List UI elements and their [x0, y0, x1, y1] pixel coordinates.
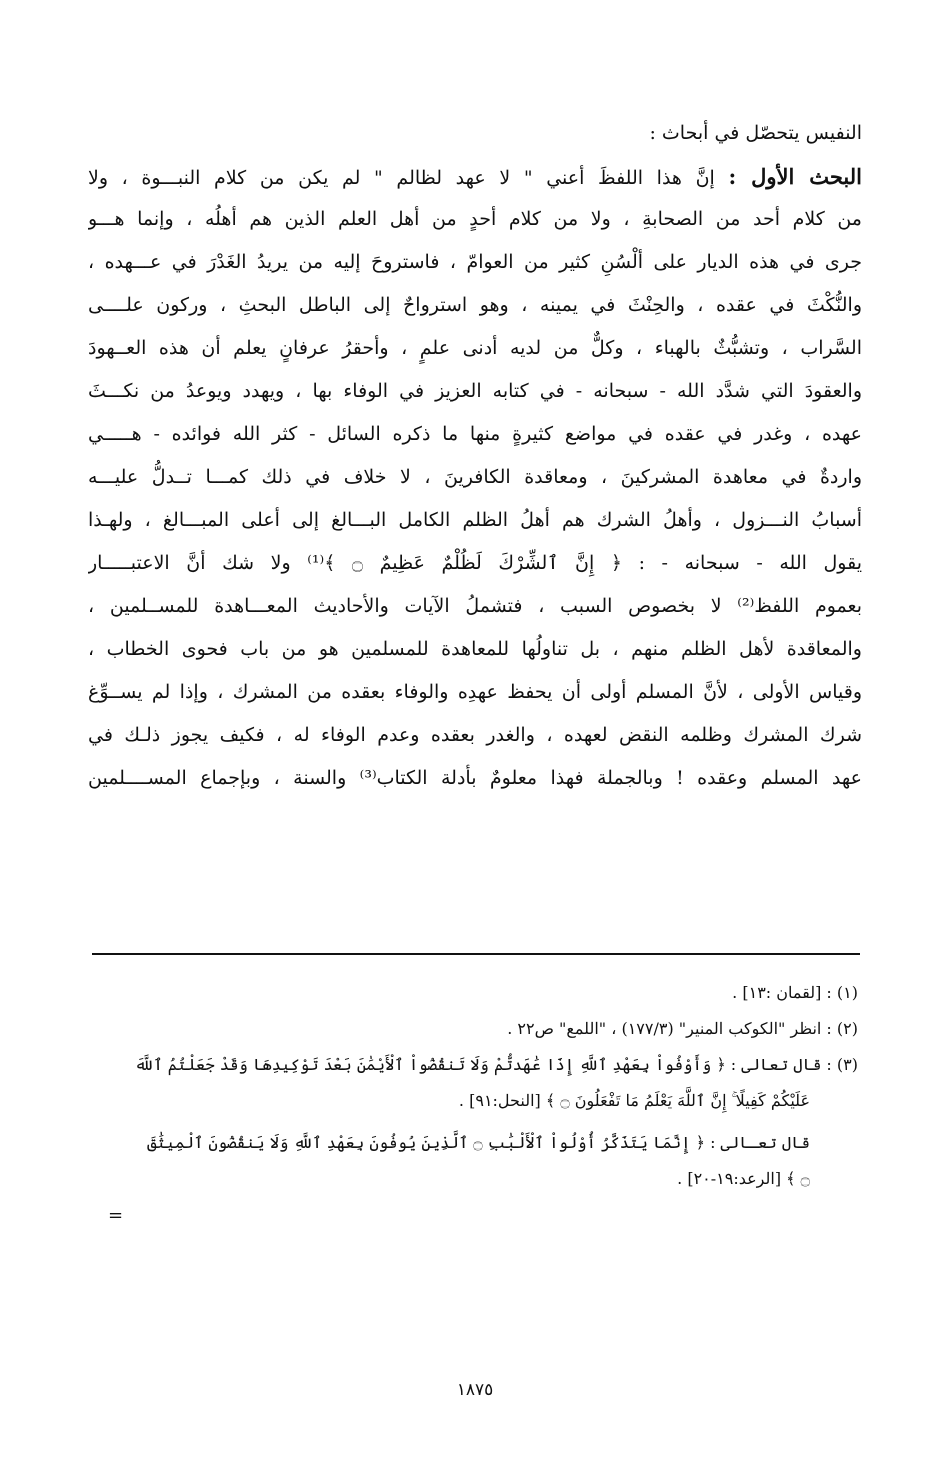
footnote-3-continuation: عَلَيْكُمْ كَفِيلًا ۚ إِنَّ ٱللَّهَ يَعْلَمُ مَا تَفْعَلُونَ ۝ ﴾ [النحل:٩١] . — [458, 1091, 810, 1110]
text-line-8: عهده ، وغدر في عقده في مواضع كثيرةٍ منها ما ذكره السائل - كثر الله فوائده - هـــــي — [88, 423, 862, 445]
footnote-1: (١) : [لقمان :١٣] . — [732, 983, 858, 1002]
text-line-5: والنُّكْثَ في عقده ، والحِنْثَ في يمينه ، وهو استرواحٌ إلى الباطل البحثِ ، وركون علــــى — [88, 294, 862, 316]
text-line-12: بعموم اللفظ⁽²⁾ لا بخصوص السبب ، فتشملُ الآيات والأحاديث المعـــاهدة للمســلمين ، — [88, 595, 862, 617]
text-line-2 — [88, 155, 862, 198]
continuation-mark: = — [108, 1205, 124, 1226]
footnotes — [92, 975, 858, 1197]
text-line-7: والعقودَ التي شدَّد الله - سبحانه - في كتابه العزيز في الوفاء بها ، ويهدد ويوعدُ من نكـــثَ — [88, 380, 862, 402]
footnote-3-second-verse-continuation: ۝ ﴾ [الرعد:١٩-٢٠] . — [677, 1169, 810, 1188]
text-line-15: شرك المشرك وظلمه النقض لعهده ، والغدر بعقده وعدم الوفاء له ، فكيف يجوز ذلـك في — [88, 724, 862, 746]
text-line-9: واردةٌ في معاهدة المشركينَ ، ومعاقدة الكافرينَ ، لا خلاف في ذلك كمـــا تــدلُّ عليـــه — [88, 466, 862, 488]
text-line-10: أسبابُ النـــزول ، وأهلُ الشرك هم أهلُ الظلم الكامل البـــالغ إلى أعلى المبـــالغ ، ولهـذا — [88, 509, 862, 531]
text-line-11: يقول الله - سبحانه - : ﴿ إِنَّ ٱلشِّرْكَ لَظُلْمٌ عَظِيمٌ ۝ ﴾⁽¹⁾ ولا شك أنَّ الاعتبـــــار — [88, 552, 862, 574]
text-line-4: جرى في هذه الديار على ألْسُنِ كثير من العوامّ ، فاستروحَ إليه من يريدُ الغَدْرَ في عـــهده ، — [88, 251, 862, 273]
text-line-2-content: إنَّ هذا اللفظَ أعني " لا عهد لظالم " لم يكن من كلام النبـــوة ، ولا — [88, 167, 715, 189]
text-line-6: السَّراب ، وتشبُّثٌ بالهباء ، وكلٌّ من لديه أدنى علمٍ ، وأحقرُ عرفانٍ يعلم أن هذه العــهودَ — [88, 337, 862, 359]
section-heading: البحث الأول : — [728, 164, 862, 189]
text-line-16: عهد المسلم وعقده ! وبالجملة فهذا معلومٌ بأدلة الكتاب⁽³⁾ والسنة ، وبإجماع المســــلمين — [88, 767, 862, 789]
main-text — [88, 112, 862, 800]
text-line-13: والمعاقدة لأهل الظلم منهم ، بل تناولُها للمعاهدة للمسلمين هو من باب فحوى الخطاب ، — [88, 638, 862, 660]
footnote-3-second-verse: قال تعـالى : ﴿ إِنَّمَا يَتَذَكَّرُ أُوْلُواْ ٱلْأَلْبَٰبِ ۝ ٱلَّذِينَ يُوفُونَ بِعَهْدِ ٱللَّهِ وَلَا يَنقُضُونَ ٱلْمِيثَٰقَ — [147, 1133, 810, 1152]
footnote-2: (٢) : انظر "الكوكب المنير" (١٧٧/٣) ، "اللمع" ص٢٢ . — [507, 1019, 858, 1038]
page-number: ١٨٧٥ — [456, 1380, 494, 1400]
footnote-3: (٣) : قال تعالى : ﴿ وَأَوْفُواْ بِعَهْدِ ٱللَّهِ إِذَا عَٰهَدتُّمْ وَلَا تَنقُضُواْ ٱلْأَيْمَٰنَ بَعْدَ تَوْكِيدِهَا وَقَدْ جَعَلْتُمُ ٱللَّهَ — [134, 1055, 858, 1074]
text-line-3: من كلام أحد من الصحابةِ ، ولا من كلام أحدٍ من أهل العلم الذين هم أهلُه ، وإنما هـــو — [88, 208, 862, 230]
text-line-1: النفيس يتحصّل في أبحاث : — [649, 122, 862, 144]
text-line-14: وقياس الأولى ، لأنَّ المسلم أولى أن يحفظ عهدِه والوفاء بعقده من المشرك ، وإذا لم يســوِّغ — [88, 681, 862, 703]
footnote-separator — [92, 953, 860, 955]
